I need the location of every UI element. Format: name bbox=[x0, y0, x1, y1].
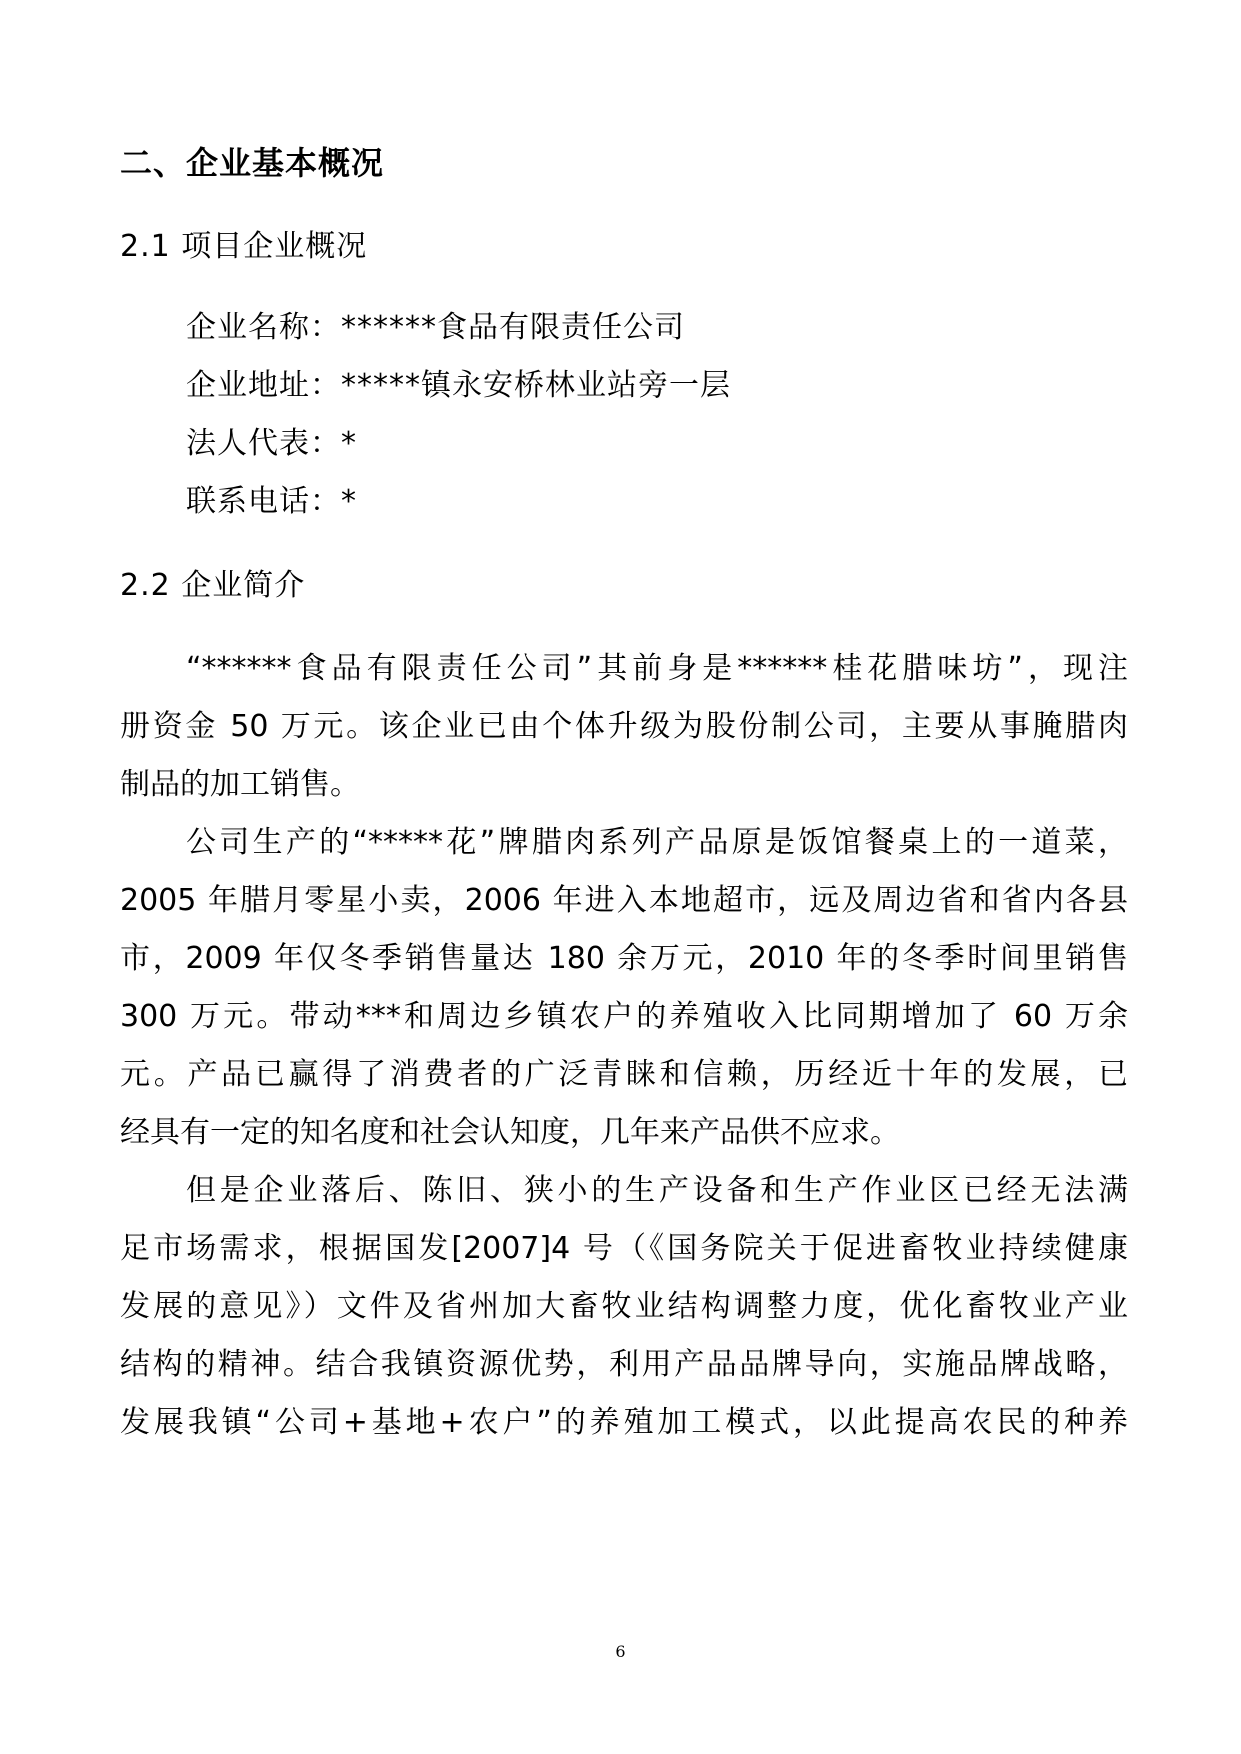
paragraph-line: 元。产品已赢得了消费者的广泛青睐和信赖，历经近十年的发展，已 bbox=[120, 1057, 1128, 1092]
paragraph-line: “******食品有限责任公司”其前身是******桂花腊味坊”，现注 bbox=[186, 651, 1128, 686]
paragraph-line: 发展的意见》）文件及省州加大畜牧业结构调整力度，优化畜牧业产业 bbox=[120, 1289, 1128, 1324]
subsection-title-company-profile: 2.2 企业简介 bbox=[120, 568, 306, 603]
section-title: 二、企业基本概况 bbox=[120, 144, 385, 182]
paragraph-line: 制品的加工销售。 bbox=[120, 767, 360, 802]
paragraph-line: 公司生产的“*****花”牌腊肉系列产品原是饭馆餐桌上的一道菜， bbox=[186, 825, 1128, 860]
legal-representative-line: 法人代表：* bbox=[186, 426, 357, 461]
company-address-line: 企业地址：*****镇永安桥林业站旁一层 bbox=[186, 368, 731, 403]
paragraph-line: 300 万元。带动***和周边乡镇农户的养殖收入比同期增加了 60 万余 bbox=[120, 999, 1128, 1034]
company-name-line: 企业名称：******食品有限责任公司 bbox=[186, 310, 685, 345]
paragraph-line: 经具有一定的知名度和社会认知度，几年来产品供不应求。 bbox=[120, 1115, 900, 1150]
paragraph-line: 结构的精神。结合我镇资源优势，利用产品品牌导向，实施品牌战略， bbox=[120, 1347, 1128, 1382]
paragraph-line: 市，2009 年仅冬季销售量达 180 余万元，2010 年的冬季时间里销售 bbox=[120, 941, 1128, 976]
paragraph-line: 2005 年腊月零星小卖，2006 年进入本地超市，远及周边省和省内各县 bbox=[120, 883, 1128, 918]
paragraph-line: 发展我镇“公司+基地+农户”的养殖加工模式，以此提高农民的种养 bbox=[120, 1405, 1128, 1440]
paragraph-line: 足市场需求，根据国发[2007]4 号（《国务院关于促进畜牧业持续健康 bbox=[120, 1231, 1128, 1266]
paragraph-line: 但是企业落后、陈旧、狭小的生产设备和生产作业区已经无法满 bbox=[186, 1173, 1128, 1208]
page-number: 6 bbox=[615, 1642, 626, 1661]
paragraph-line: 册资金 50 万元。该企业已由个体升级为股份制公司，主要从事腌腊肉 bbox=[120, 709, 1128, 744]
contact-phone-line: 联系电话：* bbox=[186, 484, 357, 519]
subsection-title-company-overview: 2.1 项目企业概况 bbox=[120, 229, 368, 264]
